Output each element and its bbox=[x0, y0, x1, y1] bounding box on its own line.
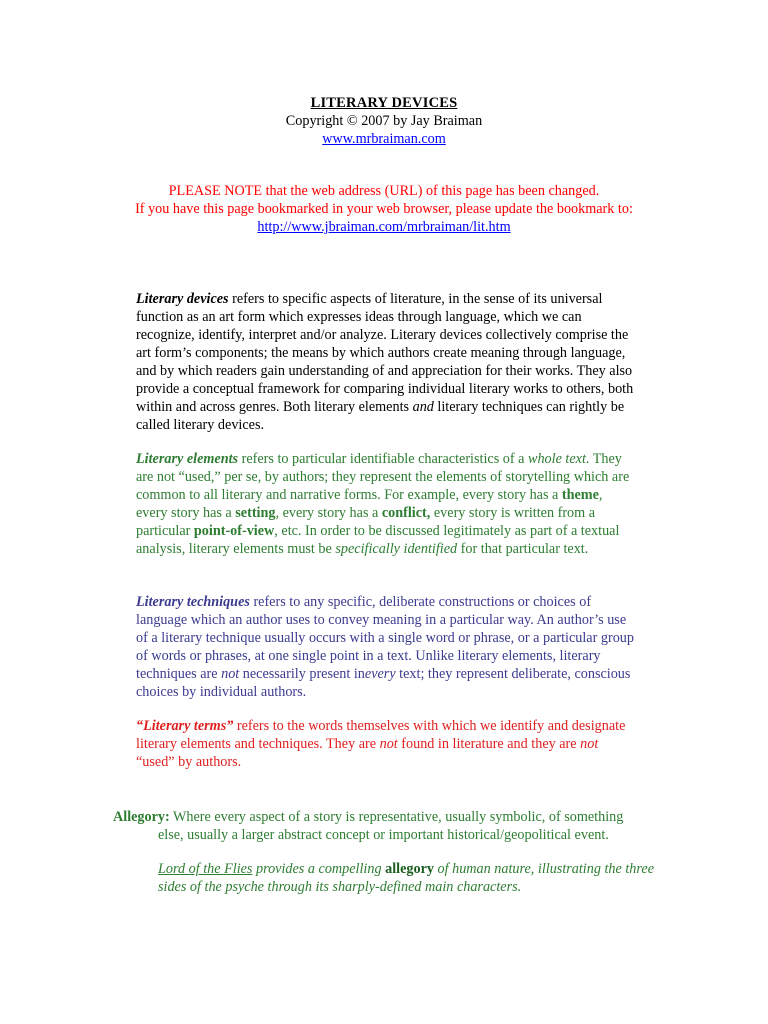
devices-text: refers to specific aspects of literature, in the sense of its universal function as an art form which expresses ideas through language, which we can recognize, identify, interpret and/or analyze. Literary devices collectively comprise the art form’s components; the means by which authors create meaning through language, and by which readers gain understanding of and appreciation for their works. They also provide a conceptual framework for comparing individual literary works to others, both within and across genres. Both literary elements bbox=[136, 291, 634, 415]
literary-devices-paragraph bbox=[136, 290, 636, 434]
elements-setting: setting bbox=[235, 505, 276, 521]
techniques-not: not bbox=[221, 666, 240, 682]
literary-elements-paragraph bbox=[136, 450, 636, 558]
techniques-text-1: refers to any specific, deliberate constructions or choices of language which an author uses to convey meaning in a particular way. An author’s use of a literary technique usually occurs with a single word or phrase, or a particular group of words or phrases, at one single point in a text. Unlike literary elements, literary techniques are bbox=[136, 594, 634, 682]
allegory-def-line-2: else, usually a larger abstract concept or important historical/geopolitical event. bbox=[158, 827, 609, 843]
elements-whole-text: whole text bbox=[527, 451, 586, 467]
site-link[interactable]: www.mrbraiman.com bbox=[322, 131, 446, 147]
url-change-notice bbox=[0, 182, 768, 236]
elements-text-1: refers to particular identifiable characteristics of a bbox=[238, 451, 528, 467]
example-book-title: Lord of the Flies bbox=[158, 861, 253, 877]
terms-text-3: “used” by authors. bbox=[136, 754, 242, 770]
elements-text-2: . They are not “used,” per se, by authors; they represent the elements of storytelling which are common to all literary and narrative forms. For example, every story has a bbox=[136, 451, 630, 503]
elements-text-3: , every story has a bbox=[136, 487, 603, 521]
literary-terms-term: “Literary terms” bbox=[136, 718, 234, 734]
document-header bbox=[0, 94, 768, 148]
example-text-1: provides a compelling bbox=[252, 861, 386, 877]
elements-specifically: specifically identified bbox=[335, 541, 458, 557]
literary-terms-paragraph bbox=[136, 717, 636, 771]
literary-techniques-term: Literary techniques bbox=[136, 594, 250, 610]
terms-text-2: found in literature and they are bbox=[397, 736, 581, 752]
terms-not-1: not bbox=[379, 736, 398, 752]
example-text-2: of human nature, illustrating the three sides of the psyche through its sharply-defined main characters. bbox=[158, 861, 654, 895]
techniques-every: every bbox=[364, 666, 396, 682]
elements-text-6: , etc. In order to be discussed legitimately as part of a textual analysis, literary elements must be bbox=[136, 523, 620, 557]
devices-and: and bbox=[412, 399, 434, 415]
page-title: LITERARY DEVICES bbox=[310, 95, 458, 111]
techniques-text-3: text; they represent deliberate, conscious choices by individual authors. bbox=[136, 666, 631, 700]
literary-devices-term: Literary devices bbox=[136, 291, 229, 307]
copyright-line: Copyright © 2007 by Jay Braiman bbox=[285, 113, 483, 129]
elements-pov: point-of-view bbox=[193, 523, 275, 539]
example-allegory-word: allegory bbox=[385, 861, 434, 877]
elements-text-5: every story is written from a particular bbox=[136, 505, 596, 539]
literary-techniques-paragraph bbox=[136, 593, 636, 701]
elements-theme: theme bbox=[561, 487, 599, 503]
terms-text-1: refers to the words themselves with which we identify and designate literary elements and techniques. They are bbox=[136, 718, 626, 752]
techniques-text-2: necessarily present in bbox=[239, 666, 365, 682]
allegory-example bbox=[158, 860, 678, 896]
elements-text-4: , every story has a bbox=[275, 505, 382, 521]
notice-line-1: PLEASE NOTE that the web address (URL) of this page has been changed. bbox=[168, 183, 600, 199]
elements-conflict: conflict, bbox=[381, 505, 431, 521]
devices-text-end: literary techniques can rightly be called literary devices. bbox=[136, 399, 625, 433]
new-url-link[interactable]: http://www.jbraiman.com/mrbraiman/lit.htm bbox=[257, 219, 511, 235]
notice-line-2: If you have this page bookmarked in your web browser, please update the bookmark to: bbox=[135, 201, 633, 217]
allegory-definition bbox=[113, 808, 673, 826]
terms-not-2: not bbox=[580, 736, 599, 752]
literary-elements-term: Literary elements bbox=[136, 451, 239, 467]
elements-text-7: for that particular text. bbox=[457, 541, 589, 557]
allegory-label: Allegory: bbox=[113, 809, 170, 825]
allegory-def-line-1: Where every aspect of a story is representative, usually symbolic, of something bbox=[169, 809, 624, 825]
